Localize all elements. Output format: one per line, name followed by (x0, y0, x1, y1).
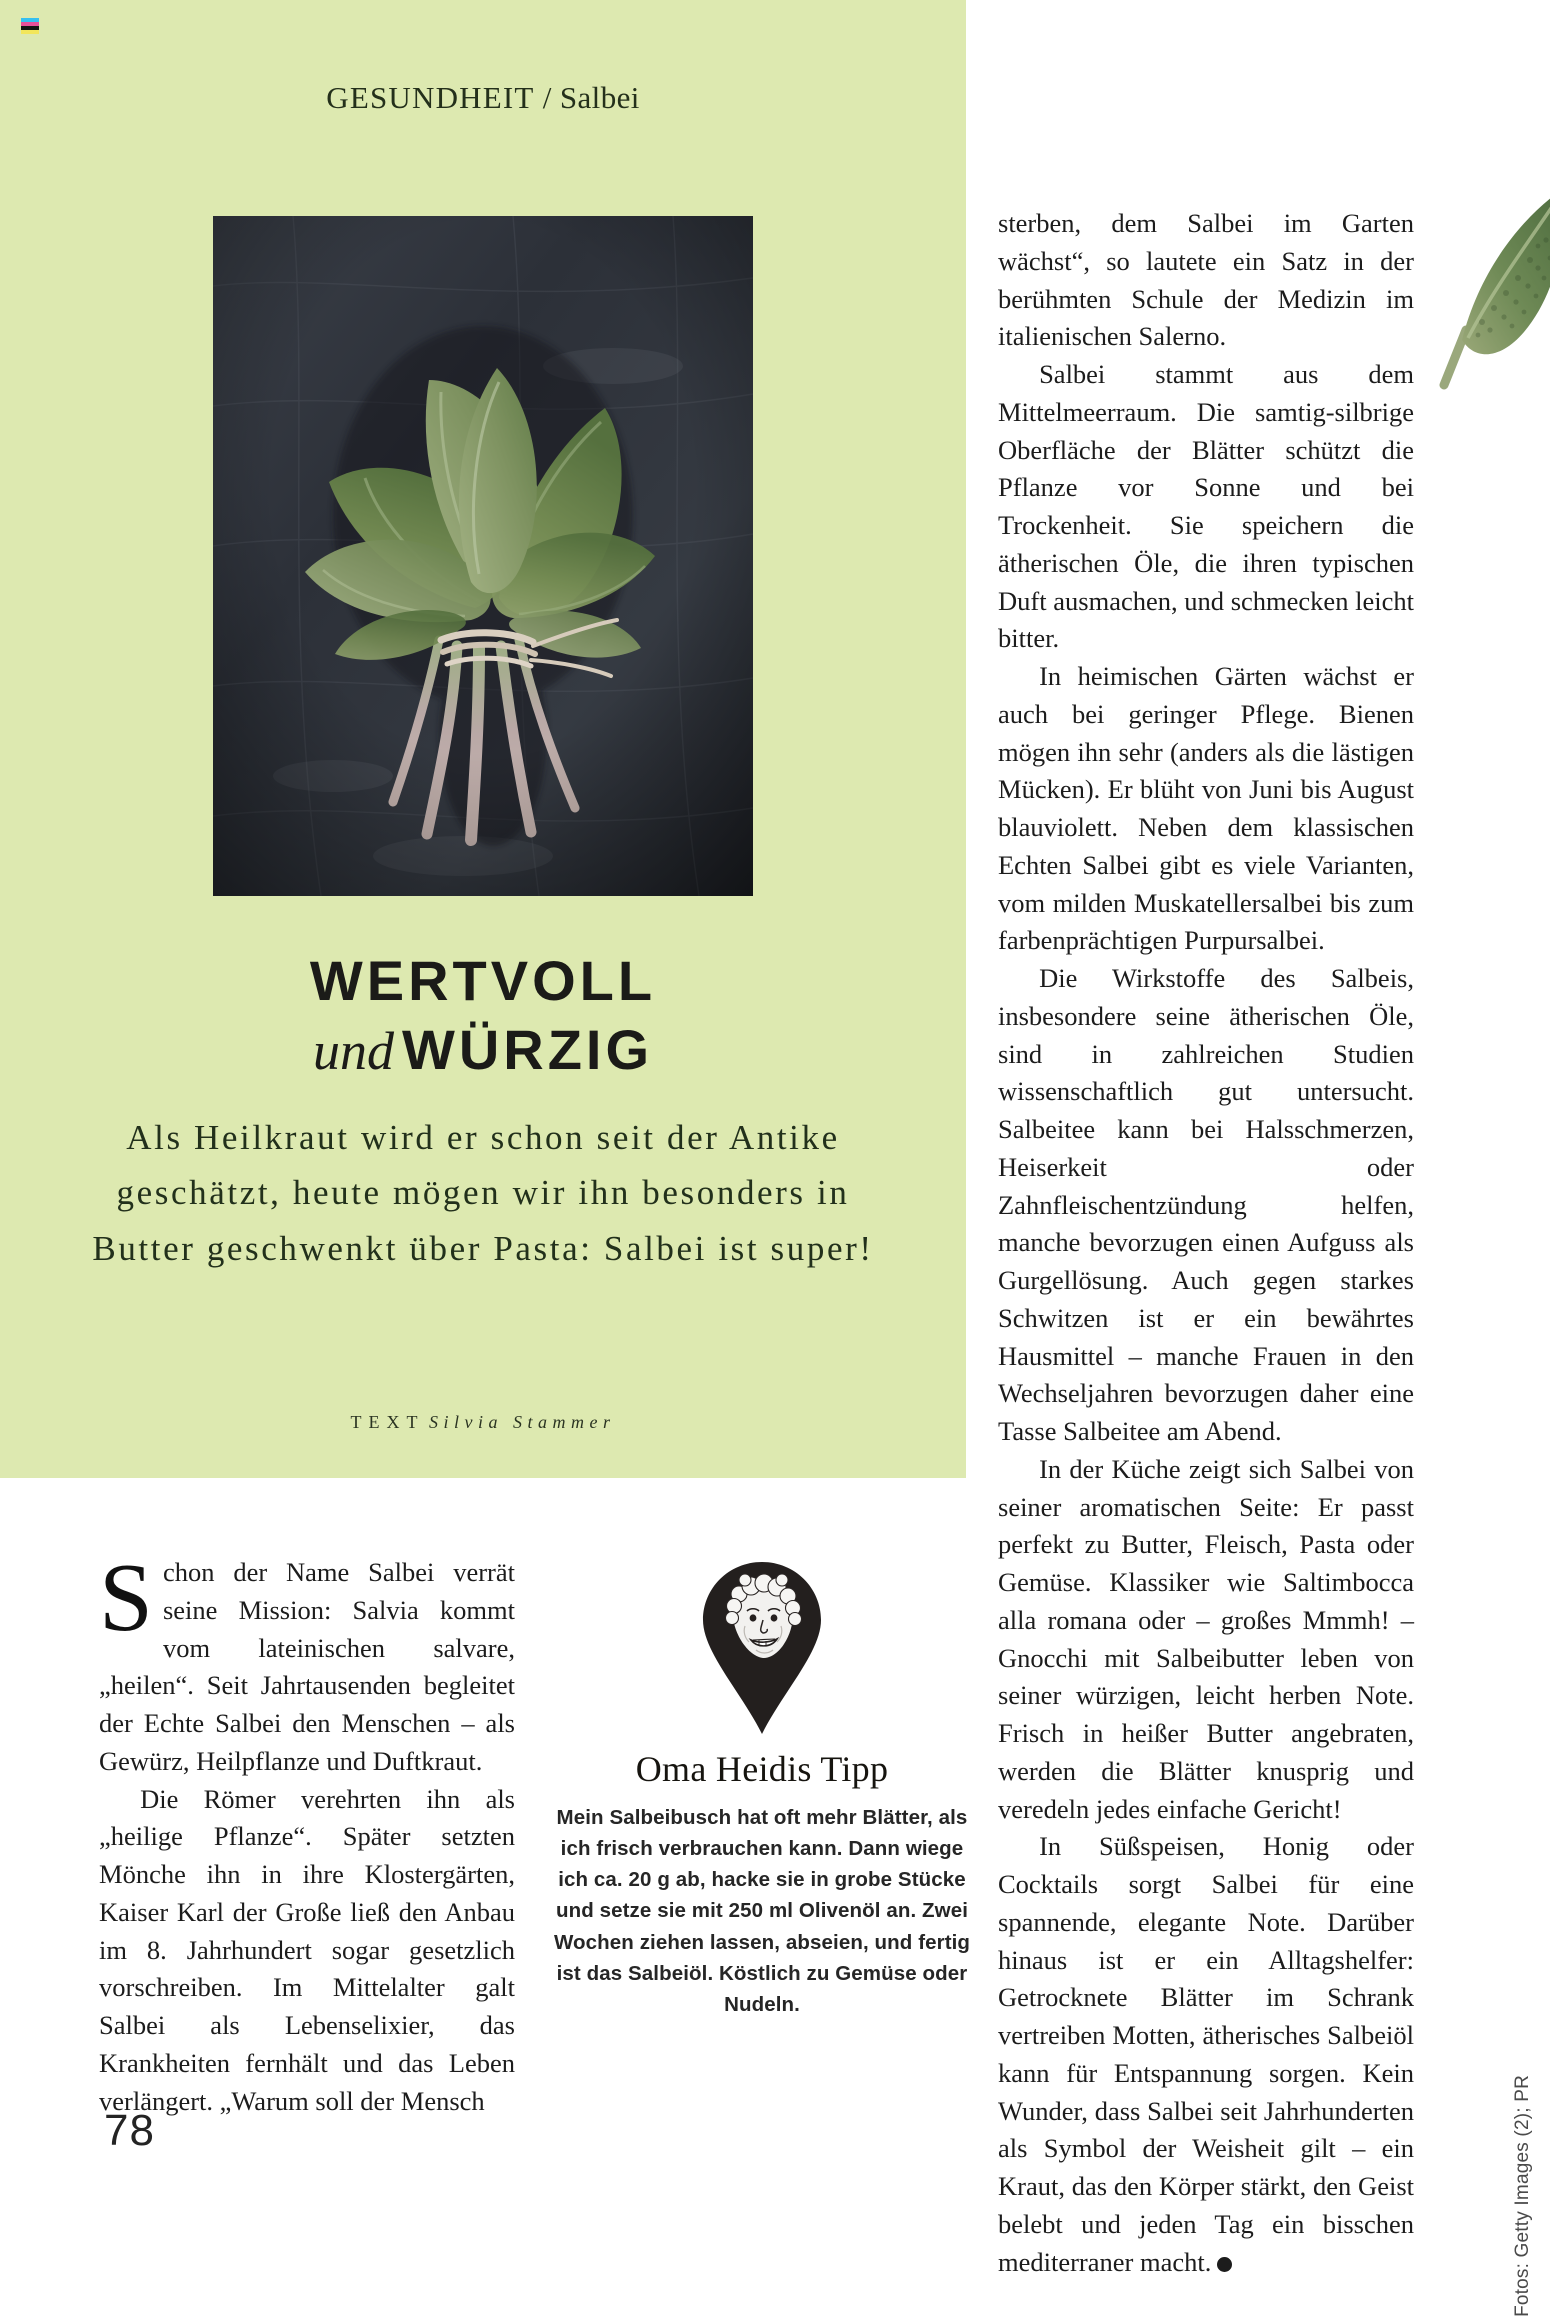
kicker-category: GESUNDHEIT (326, 80, 535, 115)
byline-author: Silvia Stammer (428, 1412, 616, 1432)
body-paragraph: sterben, dem Salbei im Garten wächst“, so lautete ein Satz in der berühmten Schule der Medizin im italienischen Salerno. (998, 208, 1414, 352)
end-of-article-mark (1217, 2257, 1232, 2272)
body-paragraph: Schon der Name Salbei verrät seine Mission: Salvia kommt vom lateinischen salvare, „heilen“. Seit Jahrtausenden begleitet der Echte Salbei den Menschen – als Gewürz, Heilpflanze und Duftkraut. (99, 1544, 515, 1776)
headline-line-1: WERTVOLL (309, 949, 657, 1012)
body-paragraph: Die Römer verehrten ihn als „heilige Pflanze“. Später setzten Mönche ihn in ihre Klostergärten, Kaiser Karl der Große ließ den Anbau im 8. Jahrhundert sogar gesetzlich vorschreiben. Im Mittelalter galt Salbei als Lebenselixier, das Krankheiten fernhält und das Leben verlängert. „Warum soll der Mensch (99, 1783, 515, 2116)
standfirst: Als Heilkraut wird er schon seit der Antike geschätzt, heute mögen wir ihn besonders in Butter geschwenkt über Pasta: Salbei ist super! (92, 1118, 874, 1268)
kicker (0, 80, 966, 116)
body-column-left (99, 1544, 515, 2120)
reg-swatch-yellow (21, 30, 39, 34)
body-final-text: In Süßspeisen, Honig oder Cocktails sorgt Salbei für eine spannende, elegante Note. Darüber hinaus ist er ein Alltagshelfer: Getrocknete Blätter im Schrank vertreiben Motten, ätherisches Salbeiöl kann für Entspannung sorgen. Kein Wunder, dass Salbei seit Jahrhunderten als Symbol der Weisheit gilt – ein Kraut, das den Körper stärkt, den Geist belebt und jeden Tag ein bisschen mediterraner macht. (998, 1831, 1414, 2277)
cmyk-registration-mark (21, 18, 39, 34)
tip-body: Mein Salbeibusch hat oft mehr Blätter, als ich frisch verbrauchen kann. Dann wiege ich ca. 20 g ab, hacke sie in grobe Stücke und setze sie mit 250 ml Olivenöl an. Zwei Wochen ziehen lassen, abseien, und fertig ist das Salbeiöl. Köstlich zu Gemüse oder Nudeln. (553, 1806, 971, 2016)
headline-und: und (312, 1020, 394, 1081)
tip-title: Oma Heidis Tipp (635, 1749, 889, 1789)
sage-leaf-decoration (1420, 180, 1550, 410)
kicker-topic: Salbei (559, 80, 640, 115)
page-number: 78 (104, 2106, 155, 2155)
headline-wuerzig: WÜRZIG (401, 1017, 654, 1081)
body-paragraph: Salbei stammt aus dem Mittelmeerraum. Die samtig-silbrige Oberfläche der Blätter schützt die Pflanze vor Sonne und bei Trockenheit. Sie speichern die ätherischen Öle, die ihren typischen Duft ausmachen, und schmecken leicht bitter. (998, 359, 1414, 654)
headline-line-2 (0, 1017, 966, 1081)
body-paragraph-final (998, 1828, 1414, 2281)
oma-heidi-tip-box (552, 1560, 972, 2020)
kicker-separator: / (534, 80, 560, 115)
body-paragraph: In heimischen Gärten wächst er auch bei geringer Pflege. Bienen mögen ihn sehr (anders als die lästigen Mücken). Er blüht von Juni bis August blauviolett. Neben dem klassischen Echten Salbei gibt es viele Varianten, vom milden Muskatellersalbei bis zum farbenprächtigen Purpursalbei. (998, 661, 1414, 956)
byline-label: TEXT (350, 1412, 425, 1432)
body-column-right (998, 205, 1414, 2281)
byline (0, 1412, 966, 1433)
grandmother-map-pin-icon (552, 1560, 972, 1736)
page-title (0, 949, 966, 1081)
hero-photo (213, 216, 753, 896)
photo-credit: Fotos: Getty Images (2); PR (1512, 2075, 1533, 2317)
body-paragraph: Die Wirkstoffe des Salbeis, insbesondere seine ätherischen Öle, sind in zahlreichen Studien wissenschaftlich gut untersucht. Salbeitee kann bei Halsschmerzen, Heiserkeit oder Zahnfleischentzündung helfen, manche bevorzugen einen Aufguss als Gurgellösung. Auch gegen starkes Schwitzen ist er ein bewährtes Hausmittel – manche Frauen in den Wechseljahren bevorzugen daher eine Tasse Salbeitee am Abend. (998, 963, 1414, 1446)
body-paragraph: In der Küche zeigt sich Salbei von seiner aromatischen Seite: Er passt perfekt zu Butter, Fleisch, Pasta oder Gemüse. Klassiker wie Saltimbocca alla romana oder – großes Mmmh! – Gnocchi mit Salbeibutter leben von seiner würzigen, leicht herben Note. Frisch in heißer Butter angebraten, werden die Blätter knusprig und veredeln jedes einfache Gericht! (998, 1453, 1414, 1824)
